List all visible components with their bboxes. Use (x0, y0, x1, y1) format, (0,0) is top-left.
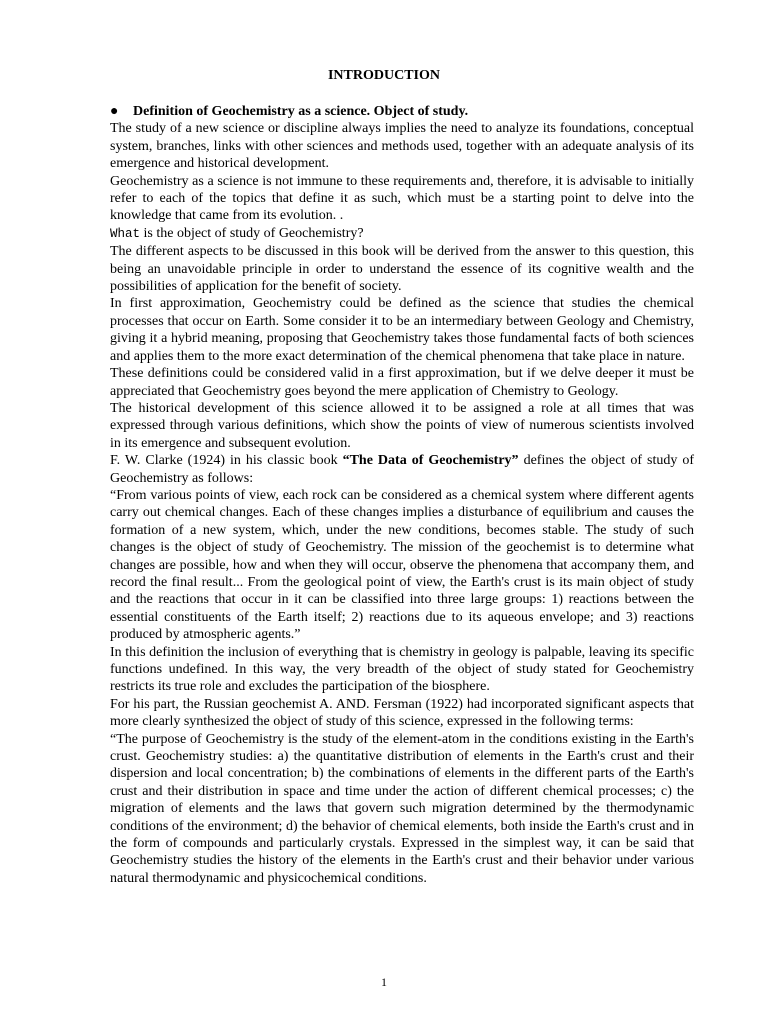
book-title: “The Data of Geochemistry” (342, 453, 519, 469)
paragraph-6: These definitions could be considered valid in a first approximation, but if we delve deeper it must be appreciated that Geochemistry goes beyond the mere application of Chemistry to Geology. (110, 366, 694, 399)
paragraph-3-mono-word: What (110, 226, 141, 241)
paragraph-5: In first approximation, Geochemistry could be defined as the science that studies the chemical processes that occur on Earth. Some consider it to be an intermediary between Geology and Chemistry, giving it a hybrid meaning, proposing that Geochemistry takes those fundamental facts of both sciences and applies them to the more exact determination of the chemical phenomena that take place in nature. (110, 296, 694, 364)
paragraph-8-after: defines the object of study of Geochemistry as follows: (110, 453, 694, 486)
paragraph-4: The different aspects to be discussed in this book will be derived from the answer to this question, this being an unavoidable principle in order to understand the essence of its cognitive wealth and the possibilities of application for the benefit of society. (110, 244, 694, 295)
clarke-quote: “From various points of view, each rock can be considered as a chemical system where different agents carry out chemical changes. Each of these changes implies a disturbance of equilibrium and causes the formation of a new system, which, under the new conditions, becomes stable. The study of such changes is the object of study of Geochemistry. The mission of the geochemist is to determine what changes are possible, how and when they will occur, observe the phenomena that accompany them, and record the final result... From the geological point of view, the Earth's crust is its main object of study and the reactions that occur in it can be classified into three large groups: 1) reactions between the essential constituents of the Earth itself; 2) reactions due to its aqueous envelope; and 3) reactions produced by atmospheric agents.” (110, 487, 694, 643)
paragraph-11: For his part, the Russian geochemist A. AND. Fersman (1922) had incorporated significant aspects that more clearly synthesized the object of study of this science, expressed in the following terms: (110, 696, 694, 730)
paragraph-2: Geochemistry as a science is not immune to these requirements and, therefore, it is advisable to initially refer to each of the topics that define it as such, which must be a starting point to delve into the knowledge that came from its evolution. . (110, 173, 694, 224)
paragraph-7: The historical development of this science allowed it to be assigned a role at all times that was expressed through various definitions, which show the points of view of numerous scientists involved in its emergence and subsequent evolution. (110, 400, 694, 451)
bullet-icon: ● (110, 104, 119, 119)
page-number: 1 (381, 975, 387, 989)
fersman-quote: “The purpose of Geochemistry is the study of the element-atom in the conditions existing in the Earth's crust. Geochemistry studies: a) the quantitative distribution of elements in the Earth's crust and their dispersion and local concentration; b) the combinations of elements in the different parts of the Earth's crust and their distribution in space and time under the action of different chemical processes; c) the migration of elements and the laws that govern such migration determined by the thermodynamic conditions of the environment; d) the behavior of chemical elements, both inside the Earth's crust and in the form of compounds and particularly crystals. Expressed in the simplest way, it can be said that Geochemistry studies the history of the elements in the Earth's crust and their behavior under various natural thermodynamic and physicochemical conditions. (110, 731, 694, 886)
section-heading (110, 103, 694, 120)
section-heading-text: Definition of Geochemistry as a science. Object of study. (133, 104, 469, 119)
paragraph-3-text: is the object of study of Geochemistry? (140, 225, 364, 241)
body-text (110, 103, 694, 887)
paragraph-8-before: F. W. Clarke (1924) in his classic book (110, 453, 343, 469)
paragraph-10: In this definition the inclusion of everything that is chemistry in geology is palpable, leaving its specific functions undefined. In this way, the very breadth of the object of study stated for Geochemistry restricts its true role and excludes the participation of the biosphere. (110, 644, 694, 695)
paragraph-8 (110, 452, 694, 487)
page-title: INTRODUCTION (327, 68, 440, 83)
paragraph-3 (110, 225, 694, 243)
paragraph-1: The study of a new science or discipline always implies the need to analyze its foundations, conceptual system, branches, links with other sciences and methods used, together with an adequate analysis of its emergence and historical development. (110, 121, 694, 172)
